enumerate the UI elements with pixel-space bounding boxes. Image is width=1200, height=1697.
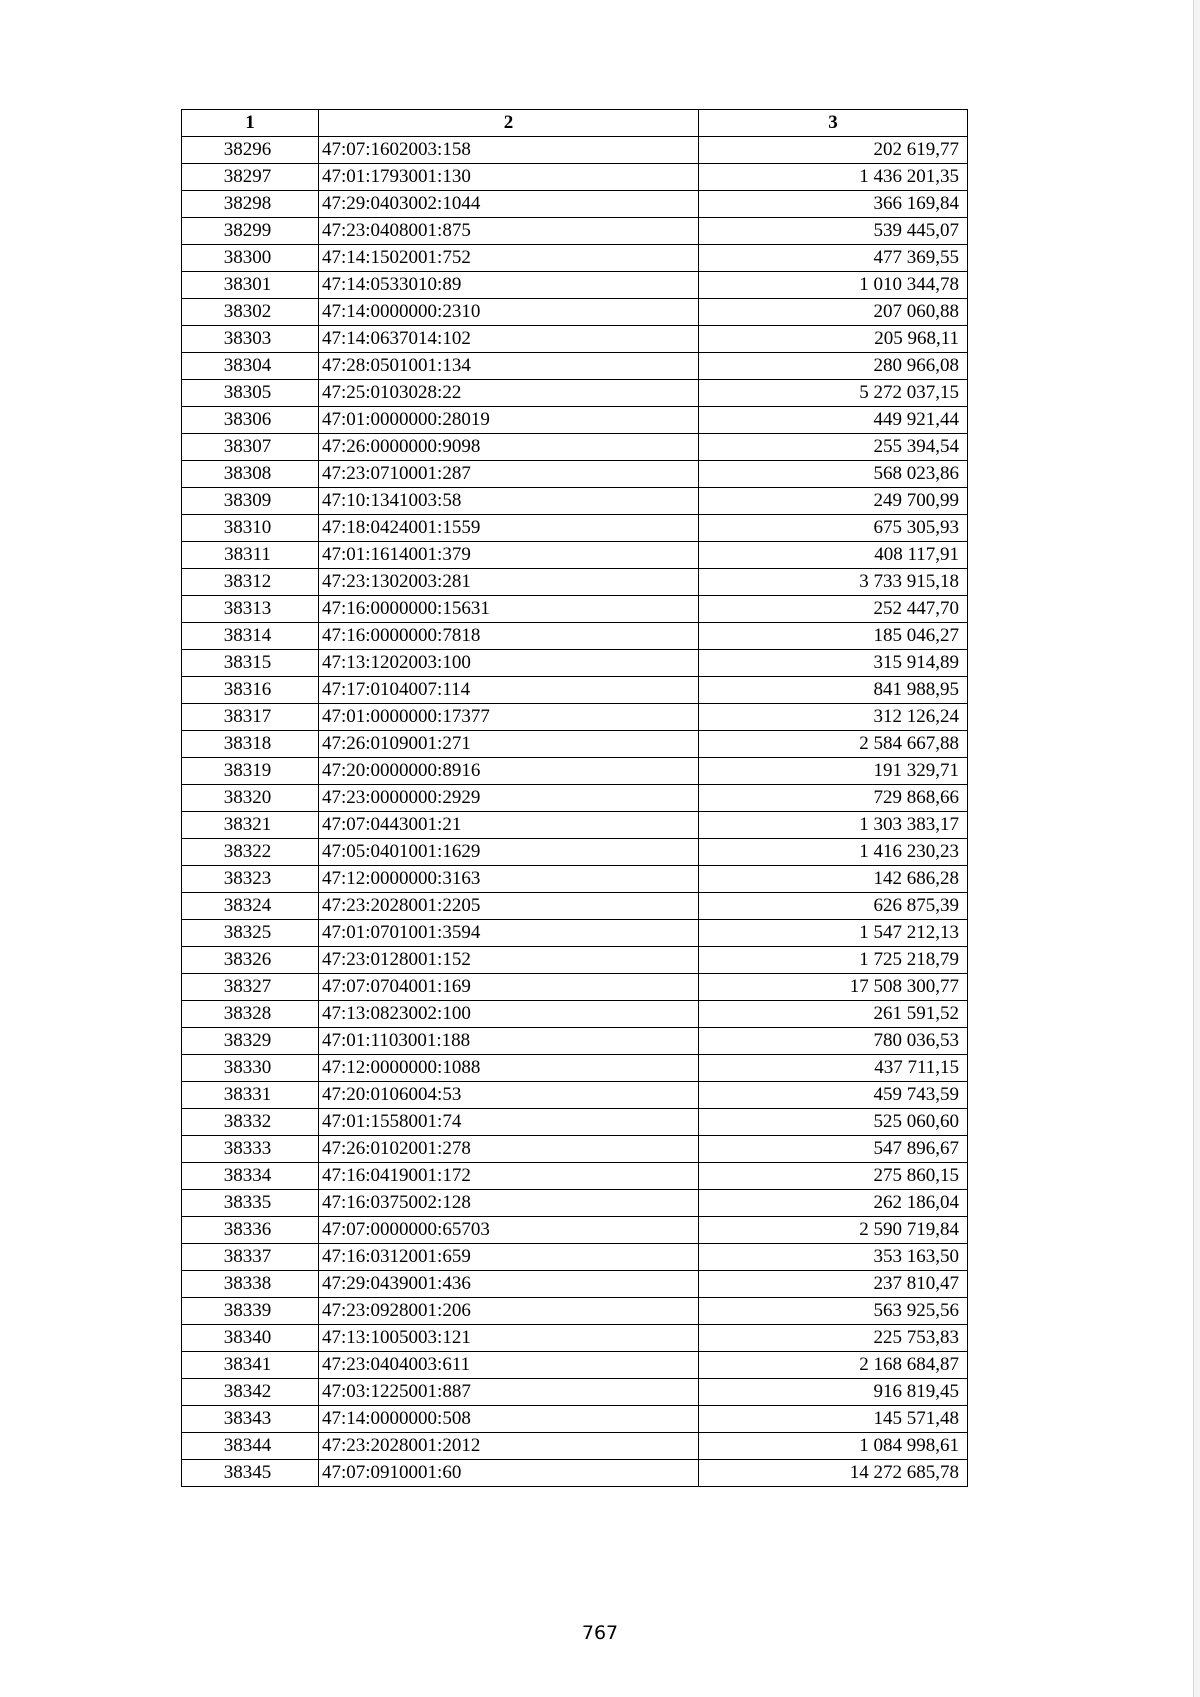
row-number-cell: 38331 xyxy=(182,1082,319,1109)
value-cell: 252 447,70 xyxy=(699,596,968,623)
cadastral-number-cell: 47:05:0401001:1629 xyxy=(319,839,699,866)
table-row xyxy=(182,1244,968,1271)
value-cell: 275 860,15 xyxy=(699,1163,968,1190)
cadastral-number-cell: 47:20:0000000:8916 xyxy=(319,758,699,785)
row-number-cell: 38326 xyxy=(182,947,319,974)
row-number-cell: 38300 xyxy=(182,245,319,272)
cadastral-number-cell: 47:01:0701001:3594 xyxy=(319,920,699,947)
row-number-cell: 38316 xyxy=(182,677,319,704)
row-number-cell: 38310 xyxy=(182,515,319,542)
cadastral-number-cell: 47:07:0000000:65703 xyxy=(319,1217,699,1244)
row-number-cell: 38312 xyxy=(182,569,319,596)
table-row xyxy=(182,1082,968,1109)
table-row xyxy=(182,1433,968,1460)
value-cell: 626 875,39 xyxy=(699,893,968,920)
value-cell: 191 329,71 xyxy=(699,758,968,785)
page-edge xyxy=(1193,0,1200,1697)
row-number-cell: 38320 xyxy=(182,785,319,812)
value-cell: 1 303 383,17 xyxy=(699,812,968,839)
cadastral-number-cell: 47:26:0102001:278 xyxy=(319,1136,699,1163)
value-cell: 5 272 037,15 xyxy=(699,380,968,407)
row-number-cell: 38311 xyxy=(182,542,319,569)
cadastral-number-cell: 47:23:0408001:875 xyxy=(319,218,699,245)
table-row xyxy=(182,1460,968,1487)
row-number-cell: 38315 xyxy=(182,650,319,677)
value-cell: 185 046,27 xyxy=(699,623,968,650)
cadastral-number-cell: 47:23:2028001:2012 xyxy=(319,1433,699,1460)
row-number-cell: 38339 xyxy=(182,1298,319,1325)
value-cell: 459 743,59 xyxy=(699,1082,968,1109)
row-number-cell: 38323 xyxy=(182,866,319,893)
cadastral-number-cell: 47:12:0000000:3163 xyxy=(319,866,699,893)
row-number-cell: 38296 xyxy=(182,137,319,164)
value-cell: 547 896,67 xyxy=(699,1136,968,1163)
table-row xyxy=(182,704,968,731)
cadastral-number-cell: 47:14:0637014:102 xyxy=(319,326,699,353)
table-row xyxy=(182,1136,968,1163)
row-number-cell: 38335 xyxy=(182,1190,319,1217)
cadastral-number-cell: 47:01:1793001:130 xyxy=(319,164,699,191)
table-row xyxy=(182,191,968,218)
row-number-cell: 38308 xyxy=(182,461,319,488)
value-cell: 255 394,54 xyxy=(699,434,968,461)
value-cell: 841 988,95 xyxy=(699,677,968,704)
value-cell: 237 810,47 xyxy=(699,1271,968,1298)
cadastral-number-cell: 47:23:0000000:2929 xyxy=(319,785,699,812)
table-row xyxy=(182,1379,968,1406)
row-number-cell: 38297 xyxy=(182,164,319,191)
cadastral-number-cell: 47:23:0928001:206 xyxy=(319,1298,699,1325)
table-row xyxy=(182,407,968,434)
value-cell: 366 169,84 xyxy=(699,191,968,218)
cadastral-number-cell: 47:01:0000000:17377 xyxy=(319,704,699,731)
table-row xyxy=(182,218,968,245)
table-body xyxy=(182,137,968,1487)
cadastral-number-cell: 47:12:0000000:1088 xyxy=(319,1055,699,1082)
row-number-cell: 38298 xyxy=(182,191,319,218)
value-cell: 315 914,89 xyxy=(699,650,968,677)
cadastral-number-cell: 47:16:0000000:15631 xyxy=(319,596,699,623)
data-table xyxy=(181,109,968,1487)
table-row xyxy=(182,1325,968,1352)
row-number-cell: 38318 xyxy=(182,731,319,758)
value-cell: 205 968,11 xyxy=(699,326,968,353)
table-row xyxy=(182,434,968,461)
table-row xyxy=(182,839,968,866)
row-number-cell: 38301 xyxy=(182,272,319,299)
value-cell: 916 819,45 xyxy=(699,1379,968,1406)
row-number-cell: 38343 xyxy=(182,1406,319,1433)
value-cell: 280 966,08 xyxy=(699,353,968,380)
cadastral-number-cell: 47:18:0424001:1559 xyxy=(319,515,699,542)
cadastral-number-cell: 47:07:1602003:158 xyxy=(319,137,699,164)
cadastral-number-cell: 47:17:0104007:114 xyxy=(319,677,699,704)
table-row xyxy=(182,1028,968,1055)
value-cell: 437 711,15 xyxy=(699,1055,968,1082)
value-cell: 525 060,60 xyxy=(699,1109,968,1136)
value-cell: 2 590 719,84 xyxy=(699,1217,968,1244)
row-number-cell: 38306 xyxy=(182,407,319,434)
row-number-cell: 38344 xyxy=(182,1433,319,1460)
column-header-1: 1 xyxy=(182,110,319,137)
table-row xyxy=(182,1055,968,1082)
table-row xyxy=(182,1001,968,1028)
row-number-cell: 38337 xyxy=(182,1244,319,1271)
value-cell: 145 571,48 xyxy=(699,1406,968,1433)
table-row xyxy=(182,893,968,920)
table-row xyxy=(182,353,968,380)
table-row xyxy=(182,677,968,704)
row-number-cell: 38314 xyxy=(182,623,319,650)
row-number-cell: 38299 xyxy=(182,218,319,245)
row-number-cell: 38329 xyxy=(182,1028,319,1055)
value-cell: 408 117,91 xyxy=(699,542,968,569)
row-number-cell: 38342 xyxy=(182,1379,319,1406)
column-header-2: 2 xyxy=(319,110,699,137)
cadastral-number-cell: 47:23:2028001:2205 xyxy=(319,893,699,920)
table-row xyxy=(182,1163,968,1190)
row-number-cell: 38325 xyxy=(182,920,319,947)
table-row xyxy=(182,785,968,812)
row-number-cell: 38338 xyxy=(182,1271,319,1298)
table-row xyxy=(182,1190,968,1217)
row-number-cell: 38336 xyxy=(182,1217,319,1244)
row-number-cell: 38341 xyxy=(182,1352,319,1379)
table-row xyxy=(182,1109,968,1136)
table-row xyxy=(182,326,968,353)
table-row xyxy=(182,137,968,164)
row-number-cell: 38327 xyxy=(182,974,319,1001)
value-cell: 2 584 667,88 xyxy=(699,731,968,758)
cadastral-number-cell: 47:26:0000000:9098 xyxy=(319,434,699,461)
cadastral-number-cell: 47:13:1005003:121 xyxy=(319,1325,699,1352)
table-row xyxy=(182,461,968,488)
value-cell: 1 416 230,23 xyxy=(699,839,968,866)
cadastral-number-cell: 47:14:0000000:508 xyxy=(319,1406,699,1433)
value-cell: 675 305,93 xyxy=(699,515,968,542)
value-cell: 1 084 998,61 xyxy=(699,1433,968,1460)
table-row xyxy=(182,1217,968,1244)
value-cell: 17 508 300,77 xyxy=(699,974,968,1001)
table-row xyxy=(182,947,968,974)
row-number-cell: 38334 xyxy=(182,1163,319,1190)
page-number: 767 xyxy=(581,1622,619,1644)
row-number-cell: 38333 xyxy=(182,1136,319,1163)
table-row xyxy=(182,272,968,299)
cadastral-number-cell: 47:16:0312001:659 xyxy=(319,1244,699,1271)
value-cell: 1 725 218,79 xyxy=(699,947,968,974)
cadastral-number-cell: 47:01:1558001:74 xyxy=(319,1109,699,1136)
cadastral-number-cell: 47:13:0823002:100 xyxy=(319,1001,699,1028)
table-row xyxy=(182,569,968,596)
table-row xyxy=(182,515,968,542)
row-number-cell: 38332 xyxy=(182,1109,319,1136)
cadastral-number-cell: 47:16:0000000:7818 xyxy=(319,623,699,650)
value-cell: 1 436 201,35 xyxy=(699,164,968,191)
cadastral-number-cell: 47:23:0404003:611 xyxy=(319,1352,699,1379)
table-row xyxy=(182,488,968,515)
value-cell: 353 163,50 xyxy=(699,1244,968,1271)
table-row xyxy=(182,542,968,569)
cadastral-number-cell: 47:13:1202003:100 xyxy=(319,650,699,677)
value-cell: 249 700,99 xyxy=(699,488,968,515)
value-cell: 449 921,44 xyxy=(699,407,968,434)
value-cell: 539 445,07 xyxy=(699,218,968,245)
table-row xyxy=(182,164,968,191)
table-row xyxy=(182,731,968,758)
row-number-cell: 38309 xyxy=(182,488,319,515)
value-cell: 262 186,04 xyxy=(699,1190,968,1217)
table-row xyxy=(182,623,968,650)
row-number-cell: 38322 xyxy=(182,839,319,866)
cadastral-number-cell: 47:29:0403002:1044 xyxy=(319,191,699,218)
cadastral-number-cell: 47:07:0443001:21 xyxy=(319,812,699,839)
table-row xyxy=(182,596,968,623)
row-number-cell: 38307 xyxy=(182,434,319,461)
row-number-cell: 38321 xyxy=(182,812,319,839)
value-cell: 477 369,55 xyxy=(699,245,968,272)
cadastral-number-cell: 47:01:1103001:188 xyxy=(319,1028,699,1055)
value-cell: 729 868,66 xyxy=(699,785,968,812)
row-number-cell: 38345 xyxy=(182,1460,319,1487)
table-row xyxy=(182,866,968,893)
row-number-cell: 38302 xyxy=(182,299,319,326)
value-cell: 2 168 684,87 xyxy=(699,1352,968,1379)
row-number-cell: 38324 xyxy=(182,893,319,920)
cadastral-number-cell: 47:03:1225001:887 xyxy=(319,1379,699,1406)
cadastral-number-cell: 47:16:0419001:172 xyxy=(319,1163,699,1190)
cadastral-number-cell: 47:25:0103028:22 xyxy=(319,380,699,407)
value-cell: 1 010 344,78 xyxy=(699,272,968,299)
cadastral-number-cell: 47:14:0000000:2310 xyxy=(319,299,699,326)
row-number-cell: 38340 xyxy=(182,1325,319,1352)
table-row xyxy=(182,1298,968,1325)
value-cell: 225 753,83 xyxy=(699,1325,968,1352)
table-row xyxy=(182,299,968,326)
cadastral-number-cell: 47:20:0106004:53 xyxy=(319,1082,699,1109)
cadastral-number-cell: 47:23:0128001:152 xyxy=(319,947,699,974)
row-number-cell: 38328 xyxy=(182,1001,319,1028)
value-cell: 207 060,88 xyxy=(699,299,968,326)
table-row xyxy=(182,245,968,272)
value-cell: 202 619,77 xyxy=(699,137,968,164)
value-cell: 261 591,52 xyxy=(699,1001,968,1028)
cadastral-number-cell: 47:14:0533010:89 xyxy=(319,272,699,299)
value-cell: 563 925,56 xyxy=(699,1298,968,1325)
cadastral-number-cell: 47:26:0109001:271 xyxy=(319,731,699,758)
value-cell: 780 036,53 xyxy=(699,1028,968,1055)
table-row xyxy=(182,1406,968,1433)
table-row xyxy=(182,650,968,677)
table-row xyxy=(182,974,968,1001)
table-row xyxy=(182,1271,968,1298)
row-number-cell: 38313 xyxy=(182,596,319,623)
table-row xyxy=(182,812,968,839)
table-row xyxy=(182,380,968,407)
value-cell: 3 733 915,18 xyxy=(699,569,968,596)
row-number-cell: 38304 xyxy=(182,353,319,380)
row-number-cell: 38317 xyxy=(182,704,319,731)
value-cell: 568 023,86 xyxy=(699,461,968,488)
row-number-cell: 38330 xyxy=(182,1055,319,1082)
value-cell: 14 272 685,78 xyxy=(699,1460,968,1487)
cadastral-number-cell: 47:07:0704001:169 xyxy=(319,974,699,1001)
cadastral-number-cell: 47:16:0375002:128 xyxy=(319,1190,699,1217)
row-number-cell: 38303 xyxy=(182,326,319,353)
cadastral-number-cell: 47:01:1614001:379 xyxy=(319,542,699,569)
value-cell: 312 126,24 xyxy=(699,704,968,731)
column-header-3: 3 xyxy=(699,110,968,137)
cadastral-number-cell: 47:01:0000000:28019 xyxy=(319,407,699,434)
cadastral-number-cell: 47:10:1341003:58 xyxy=(319,488,699,515)
row-number-cell: 38319 xyxy=(182,758,319,785)
cadastral-number-cell: 47:28:0501001:134 xyxy=(319,353,699,380)
cadastral-number-cell: 47:14:1502001:752 xyxy=(319,245,699,272)
cadastral-number-cell: 47:29:0439001:436 xyxy=(319,1271,699,1298)
table-row xyxy=(182,1352,968,1379)
value-cell: 142 686,28 xyxy=(699,866,968,893)
cadastral-number-cell: 47:07:0910001:60 xyxy=(319,1460,699,1487)
cadastral-number-cell: 47:23:0710001:287 xyxy=(319,461,699,488)
row-number-cell: 38305 xyxy=(182,380,319,407)
value-cell: 1 547 212,13 xyxy=(699,920,968,947)
table-row xyxy=(182,920,968,947)
table-row xyxy=(182,758,968,785)
cadastral-number-cell: 47:23:1302003:281 xyxy=(319,569,699,596)
table-header-row xyxy=(182,110,968,137)
